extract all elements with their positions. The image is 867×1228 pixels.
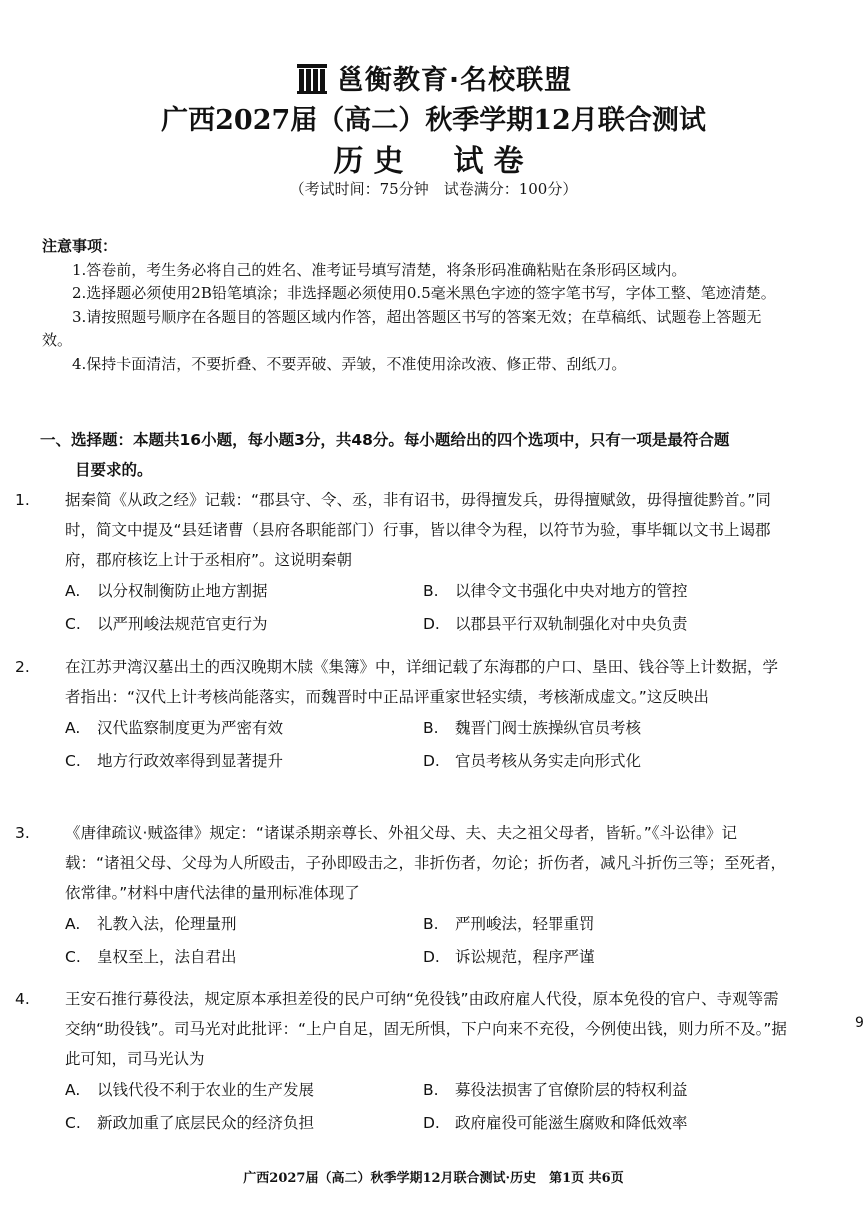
option-text: 政府雇役可能滋生腐败和降低效率 bbox=[455, 1114, 688, 1132]
question-text: 据秦简《从政之经》记载：“郡县守、令、丞，非有诏书，毋得擅发兵，毋得擅赋敛，毋得擅徙黔首。”同时，简文中提及“县廷诸曹（县府各职能部门）行事，皆以律令为程，以符节为验，事毕辄以文书上谒郡府，郡府核讫上计于丞相府”。这说明秦朝 bbox=[65, 491, 771, 569]
question-stem bbox=[15, 485, 790, 575]
option-d[interactable] bbox=[423, 608, 783, 641]
exam-title: 广西2027届（高二）秋季学期12月联合测试 bbox=[161, 105, 706, 136]
option-c[interactable] bbox=[65, 941, 423, 974]
option-list bbox=[40, 1074, 790, 1140]
option-text: 以分权制衡防止地方割据 bbox=[97, 582, 268, 600]
option-c[interactable] bbox=[65, 745, 423, 778]
option-letter: B. bbox=[423, 915, 439, 933]
question-text: 《唐律疏议·贼盗律》规定：“诸谋杀期亲尊长、外祖父母、夫、夫之祖父母者，皆斩。”《斗讼律》记载：“诸祖父母、父母为人所殴击，子孙即殴击之，非折伤者，勿论；折伤者，减凡斗折伤三等；至死者，依常律。”材料中唐代法律的量刑标准体现了 bbox=[65, 824, 787, 902]
option-c[interactable] bbox=[65, 608, 423, 641]
option-text: 礼教入法，伦理量刑 bbox=[97, 915, 237, 933]
option-d[interactable] bbox=[423, 941, 783, 974]
brand-name: 邕衡教育·名校联盟 bbox=[336, 65, 573, 96]
option-text: 地方行政效率得到显著提升 bbox=[97, 752, 284, 770]
exam-info: （考试时间：75分钟 试卷满分：100分） bbox=[289, 180, 578, 198]
option-b[interactable] bbox=[423, 1074, 783, 1107]
option-b[interactable] bbox=[423, 712, 783, 745]
option-text: 汉代监察制度更为严密有效 bbox=[97, 719, 284, 737]
notice-item: 3.请按照题号顺序在各题目的答题区域内作答，超出答题区书写的答案无效；在草稿纸、试题卷上答题无效。 bbox=[42, 307, 762, 349]
question-number: 2. bbox=[15, 658, 30, 676]
option-text: 募役法损害了官僚阶层的特权利益 bbox=[455, 1081, 688, 1099]
option-letter: D. bbox=[423, 752, 440, 770]
notice-block bbox=[42, 235, 787, 376]
question-stem bbox=[15, 818, 790, 908]
question-stem bbox=[15, 984, 790, 1074]
notice-item: 4.保持卡面清洁，不要折叠、不要弄破、弄皱，不准使用涂改液、修正带、刮纸刀。 bbox=[72, 354, 627, 373]
section-heading-line: 一、选择题：本题共16小题，每小题3分，共48分。每小题给出的四个选项中，只有一项是最符合题 bbox=[40, 431, 730, 449]
option-text: 严刑峻法，轻罪重罚 bbox=[455, 915, 595, 933]
edge-mark: 9 bbox=[855, 1015, 864, 1031]
question-2 bbox=[15, 652, 790, 778]
option-text: 以律令文书强化中央对地方的管控 bbox=[455, 582, 688, 600]
question-stem bbox=[15, 652, 790, 712]
brand-header bbox=[0, 58, 867, 97]
option-b[interactable] bbox=[423, 908, 783, 941]
subject-title: 历史 试卷 bbox=[333, 144, 534, 179]
option-d[interactable] bbox=[423, 1107, 783, 1140]
option-c[interactable] bbox=[65, 1107, 423, 1140]
option-letter: B. bbox=[423, 719, 439, 737]
option-letter: A. bbox=[65, 1081, 81, 1099]
option-letter: A. bbox=[65, 582, 81, 600]
option-text: 皇权至上，法自君出 bbox=[97, 948, 237, 966]
option-a[interactable] bbox=[65, 908, 423, 941]
question-text: 在江苏尹湾汉墓出土的西汉晚期木牍《集簿》中，详细记载了东海郡的户口、垦田、钱谷等上计数据，学者指出：“汉代上计考核尚能落实，而魏晋时中正品评重家世轻实绩，考核渐成虚文。”这反映出 bbox=[65, 658, 779, 706]
option-text: 以钱代役不利于农业的生产发展 bbox=[97, 1081, 315, 1099]
option-letter: C. bbox=[65, 948, 81, 966]
option-list bbox=[40, 712, 790, 778]
question-4 bbox=[15, 984, 790, 1140]
option-b[interactable] bbox=[423, 575, 783, 608]
notice-item: 2.选择题必须使用2B铅笔填涂；非选择题必须使用0.5毫米黑色字迹的签字笔书写，字体工整、笔迹清楚。 bbox=[72, 284, 776, 302]
option-letter: C. bbox=[65, 615, 81, 633]
section-heading bbox=[40, 425, 790, 485]
section-heading-line: 目要求的。 bbox=[75, 461, 153, 479]
option-list bbox=[40, 908, 790, 974]
question-3 bbox=[15, 818, 790, 974]
question-text: 王安石推行募役法，规定原本承担差役的民户可纳“免役钱”由政府雇人代役，原本免役的官户、寺观等需交纳“助役钱”。司马光对此批评：“上户自足，固无所惧，下户向来不充役，今例使出钱，则力所不及。”据此可知，司马光认为 bbox=[65, 990, 787, 1068]
option-list bbox=[40, 575, 790, 641]
option-letter: A. bbox=[65, 915, 81, 933]
books-logo-icon bbox=[295, 61, 329, 95]
page-footer: 广西2027届（高二）秋季学期12月联合测试·历史 第1页 共6页 bbox=[243, 1171, 624, 1186]
option-letter: A. bbox=[65, 719, 81, 737]
notice-heading: 注意事项： bbox=[42, 237, 118, 255]
question-1 bbox=[15, 485, 790, 641]
question-number: 3. bbox=[15, 824, 30, 842]
option-letter: D. bbox=[423, 948, 440, 966]
option-text: 以郡县平行双轨制强化对中央负责 bbox=[455, 615, 688, 633]
option-letter: D. bbox=[423, 1114, 440, 1132]
question-number: 1. bbox=[15, 491, 30, 509]
option-text: 以严刑峻法规范官吏行为 bbox=[97, 615, 268, 633]
option-a[interactable] bbox=[65, 1074, 423, 1107]
option-d[interactable] bbox=[423, 745, 783, 778]
option-letter: D. bbox=[423, 615, 440, 633]
option-a[interactable] bbox=[65, 575, 423, 608]
option-letter: B. bbox=[423, 582, 439, 600]
option-letter: B. bbox=[423, 1081, 439, 1099]
option-text: 魏晋门阀士族操纵官员考核 bbox=[455, 719, 642, 737]
option-text: 官员考核从务实走向形式化 bbox=[455, 752, 642, 770]
option-text: 新政加重了底层民众的经济负担 bbox=[97, 1114, 315, 1132]
option-letter: C. bbox=[65, 752, 81, 770]
option-a[interactable] bbox=[65, 712, 423, 745]
option-text: 诉讼规范，程序严谨 bbox=[455, 948, 595, 966]
question-number: 4. bbox=[15, 990, 30, 1008]
option-letter: C. bbox=[65, 1114, 81, 1132]
notice-item: 1.答卷前，考生务必将自己的姓名、准考证号填写清楚，将条形码准确粘贴在条形码区域内。 bbox=[72, 260, 687, 279]
